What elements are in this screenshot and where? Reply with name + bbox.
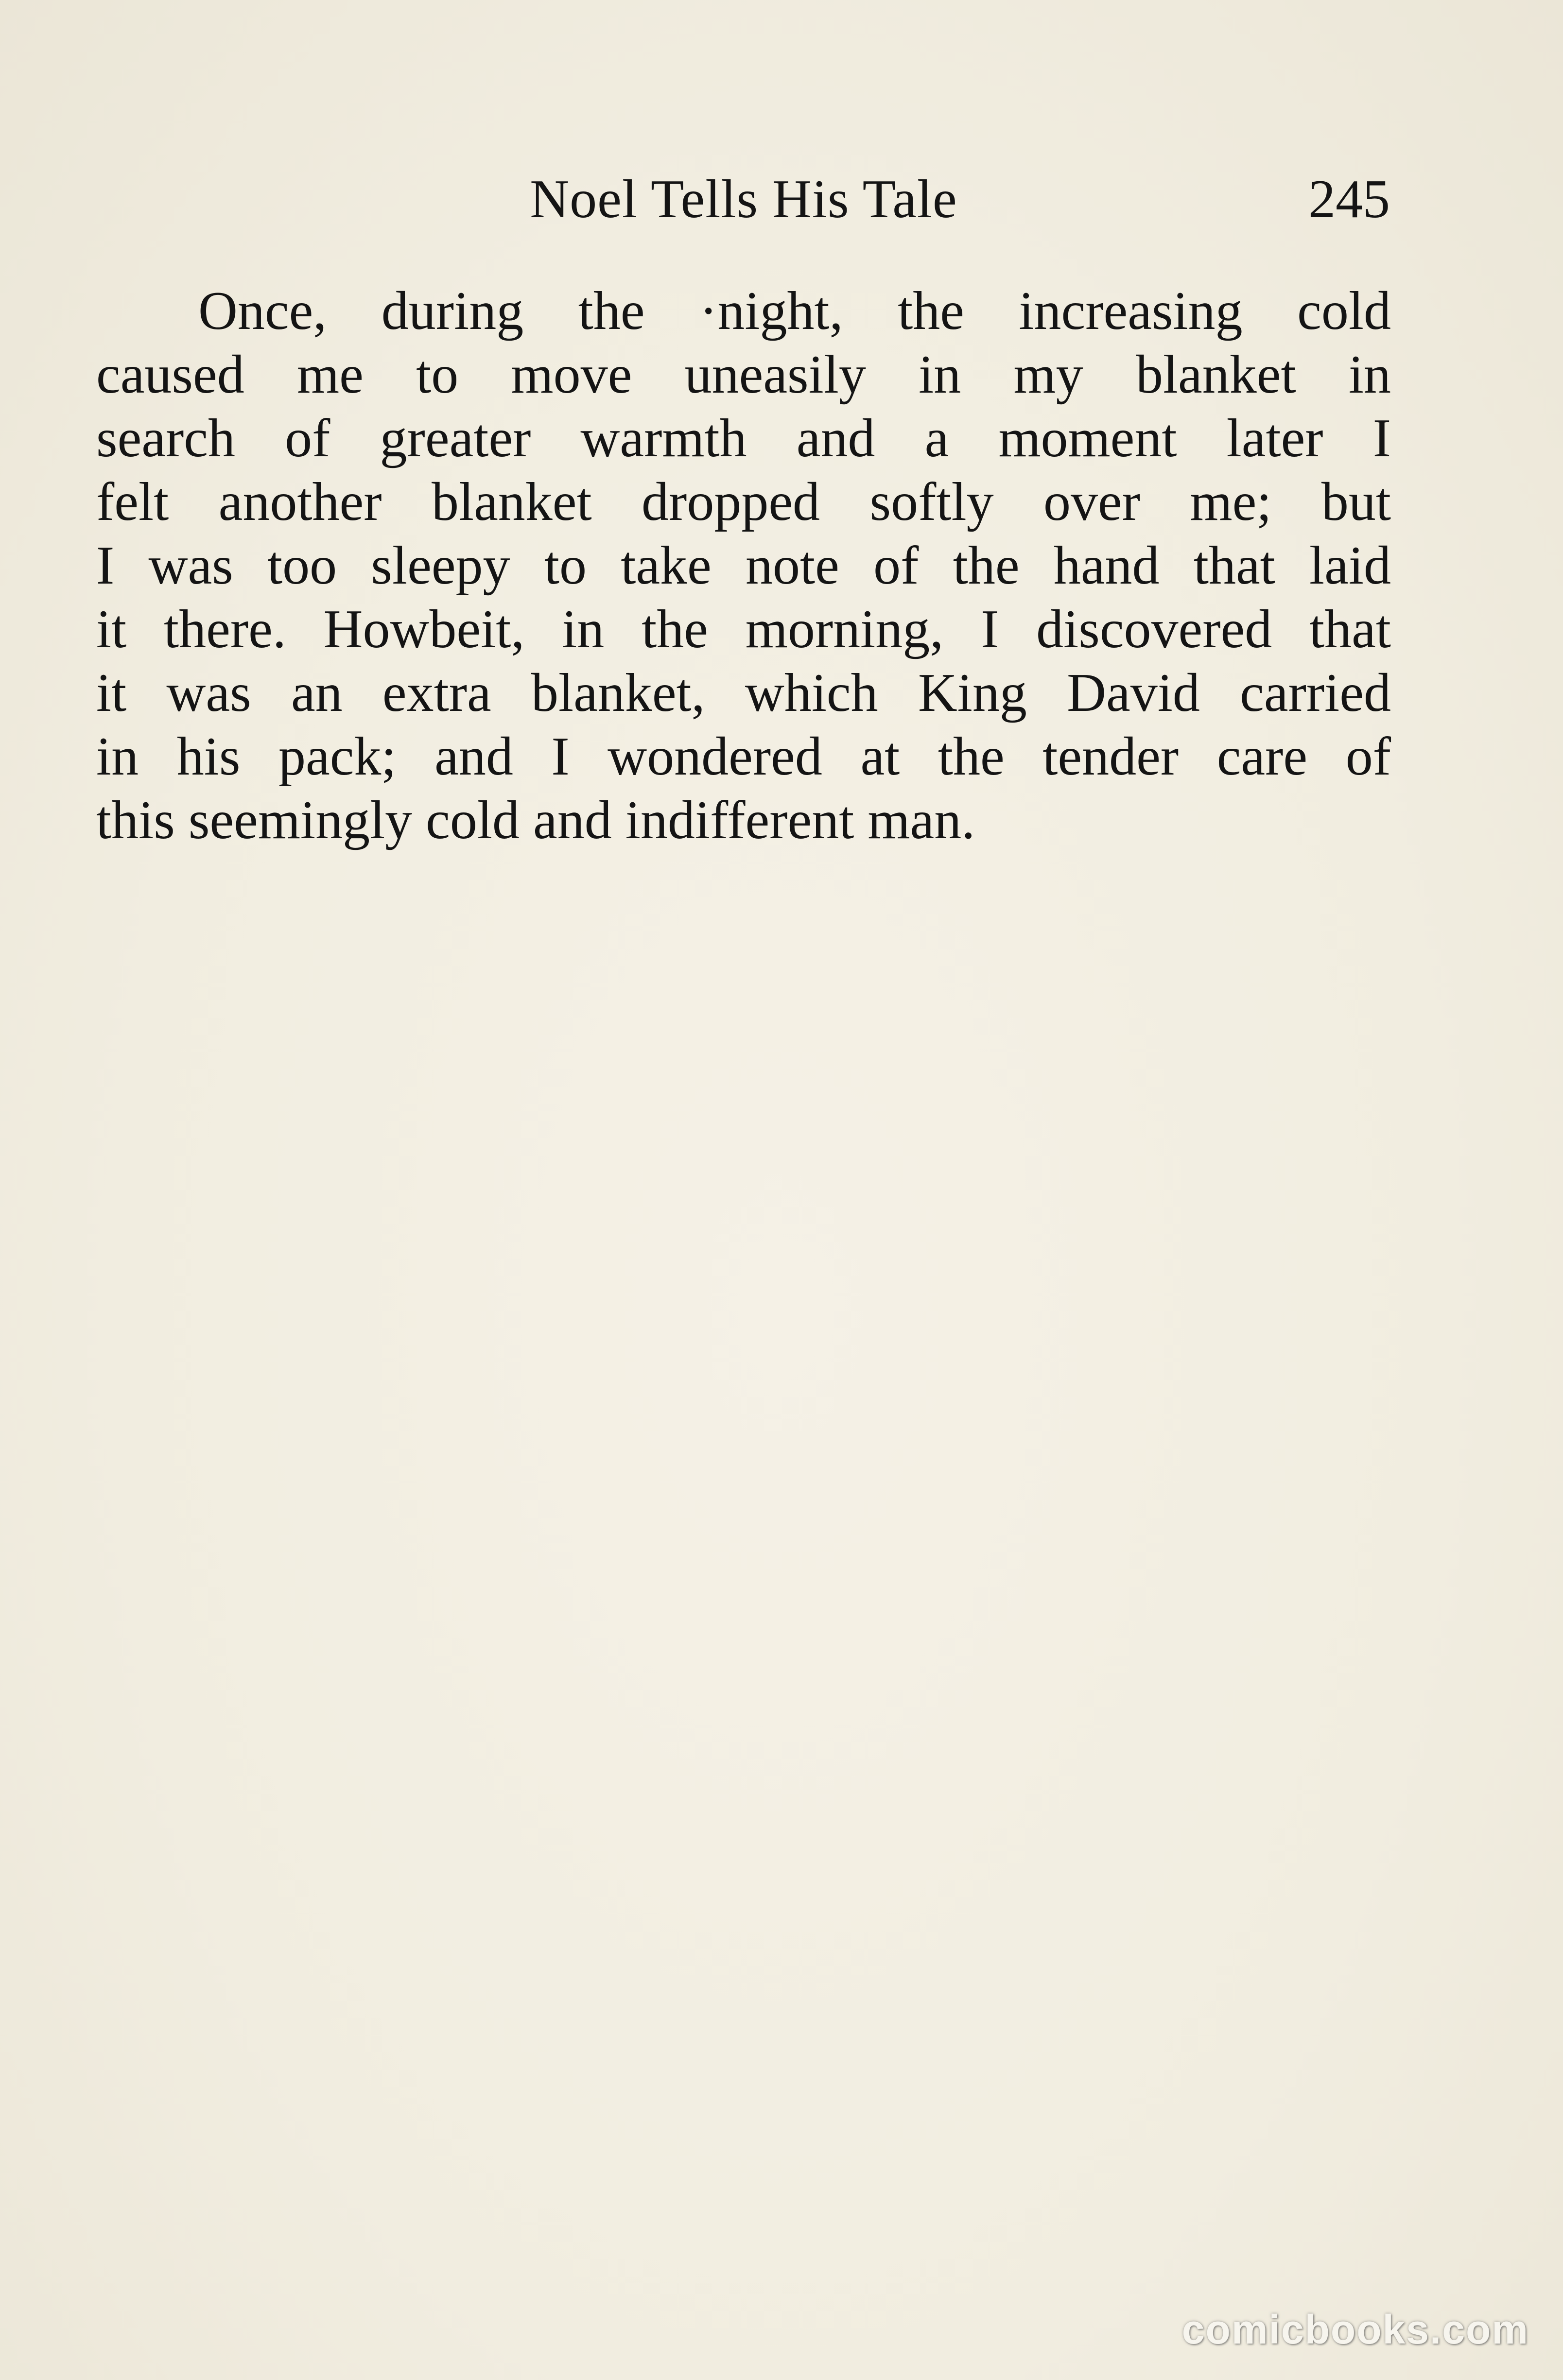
text-line: Once, during the ·night, the increasing cold: [198, 281, 1391, 341]
text-line: I was too sleepy to take note of the hand that laid: [96, 535, 1391, 596]
text-line: this seemingly cold and indifferent man.: [96, 790, 975, 850]
text-line: search of greater warmth and a moment later I: [96, 408, 1391, 468]
text-line: caused me to move uneasily in my blanket in: [96, 345, 1391, 405]
text-line: felt another blanket dropped softly over me; but: [96, 472, 1391, 532]
page-header: [97, 160, 1390, 238]
running-title: Noel Tells His Tale: [530, 169, 957, 229]
page-number: 245: [1308, 169, 1390, 229]
site-watermark: comicbooks.com: [1181, 2307, 1529, 2352]
text-line: it there. Howbeit, in the morning, I discovered that: [96, 599, 1391, 659]
paragraph: [96, 279, 1391, 852]
text-line: it was an extra blanket, which King David carried: [96, 663, 1391, 723]
text-line: in his pack; and I wondered at the tender care of: [96, 726, 1391, 787]
